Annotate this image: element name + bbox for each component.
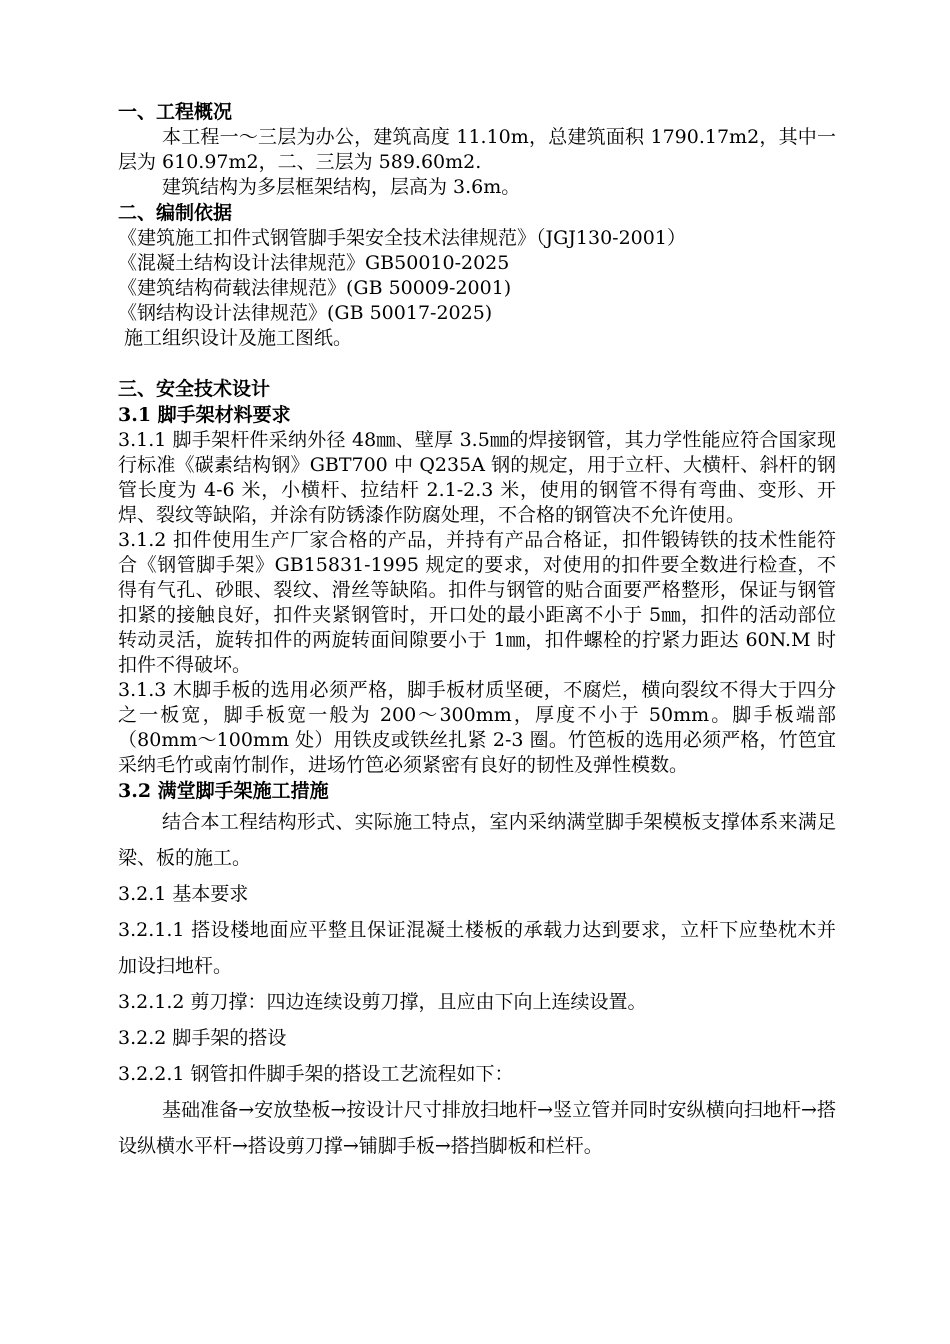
- section-heading-basis: 二、编制依据: [118, 202, 233, 224]
- reference-item: 《钢结构设计法律规范》(GB 50017-2025): [118, 302, 493, 324]
- reference-item: 《混凝土结构设计法律规范》GB50010-2025: [118, 252, 510, 274]
- paragraph-3-2-2: 3.2.2 脚手架的搭设: [118, 1027, 287, 1049]
- subsection-heading-materials: 3.1 脚手架材料要求: [118, 404, 291, 426]
- subsection-heading-full-scaffold: 3.2 满堂脚手架施工措施: [118, 780, 329, 802]
- paragraph-3-1-1: 3.1.1 脚手架杆件采纳外径 48㎜、壁厚 3.5㎜的焊接钢管，其力学性能应符合国家现行标准《碳素结构钢》GBT700 中 Q235A 钢的规定，用于立杆、大横杆、斜杆的钢管长度为 4-6 米，小横杆、拉结杆 2.1-2.3 米，使用的钢管不得有弯曲、变形、开焊、裂纹等缺陷，并涂有防锈漆作防腐处理，不合格的钢管决不允许使用。: [118, 429, 836, 526]
- overview-paragraph-1: 本工程一～三层为办公，建筑高度 11.10m，总建筑面积 1790.17m2，其中一层为 610.97m2，二、三层为 589.60m2.: [118, 126, 836, 173]
- paragraph-3-2-1-2: 3.2.1.2 剪刀撑：四边连续设剪刀撑，且应由下向上连续设置。: [118, 991, 647, 1013]
- paragraph-3-1-2: 3.1.2 扣件使用生产厂家合格的产品，并持有产品合格证，扣件锻铸铁的技术性能符合《钢管脚手架》GB15831-1995 规定的要求，对使用的扣件要全数进行检查，不得有气孔、砂眼、裂纹、滑丝等缺陷。扣件与钢管的贴合面要严格整形，保证与钢管扣紧的接触良好，扣件夹紧钢管时，开口处的最小距离不小于 5㎜，扣件的活动部位转动灵活，旋转扣件的两旋转面间隙要小于 1㎜，扣件螺栓的拧紧力距达 60N.M 时扣件不得破坏。: [118, 529, 836, 676]
- overview-paragraph-2: 建筑结构为多层框架结构，层高为 3.6m。: [162, 176, 521, 198]
- paragraph-3-2: 结合本工程结构形式、实际施工特点，室内采纳满堂脚手架模板支撑体系来满足梁、板的施工。: [118, 811, 836, 869]
- reference-item: 《建筑施工扣件式钢管脚手架安全技术法律规范》（JGJ130-2001）: [118, 227, 686, 249]
- paragraph-3-2-2-1: 3.2.2.1 钢管扣件脚手架的搭设工艺流程如下：: [118, 1063, 514, 1085]
- reference-item: 《建筑结构荷载法律规范》(GB 50009-2001): [118, 277, 512, 299]
- process-flow-paragraph: 基础准备→安放垫板→按设计尺寸排放扫地杆→竖立管并同时安纵横向扫地杆→搭设纵横水平杆→搭设剪刀撑→铺脚手板→搭挡脚板和栏杆。: [118, 1099, 836, 1157]
- paragraph-3-2-1: 3.2.1 基本要求: [118, 883, 249, 905]
- paragraph-3-1-3: 3.1.3 木脚手板的选用必须严格，脚手板材质坚硬，不腐烂，横向裂纹不得大于四分之一板宽，脚手板宽一般为 200～300mm，厚度不小于 50mm。脚手板端部（80mm～100mm 处）用铁皮或铁丝扎紧 2-3 圈。竹笆板的选用必须严格，竹笆宜采纳毛竹或南竹制作，进场竹笆必须紧密有良好的韧性及弹性模数。: [118, 679, 836, 776]
- reference-item: 施工组织设计及施工图纸。: [118, 327, 353, 349]
- paragraph-3-2-1-1: 3.2.1.1 搭设楼地面应平整且保证混凝土楼板的承载力达到要求，立杆下应垫枕木并加设扫地杆。: [118, 919, 836, 977]
- section-heading-overview: 一、工程概况: [118, 101, 233, 123]
- blank-line: [118, 351, 836, 376]
- document-body: [118, 99, 836, 1164]
- section-heading-safety-design: 三、安全技术设计: [118, 378, 271, 400]
